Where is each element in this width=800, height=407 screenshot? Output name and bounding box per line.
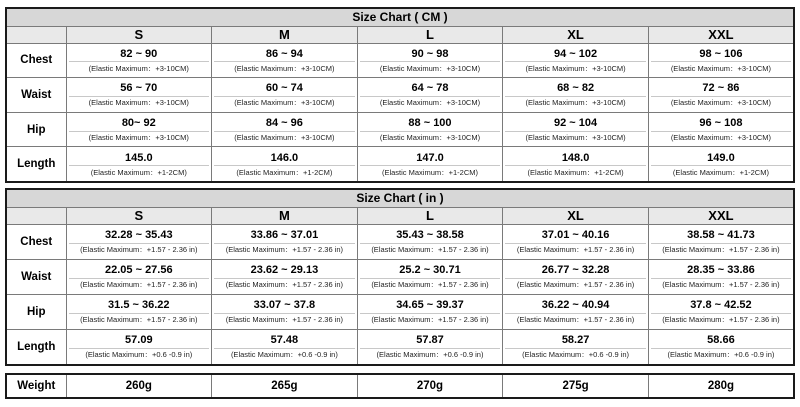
size-l-header: L (357, 207, 503, 224)
row-label-hip: Hip (6, 112, 66, 147)
size-l-header: L (357, 26, 503, 43)
table-cell: 25.2 ~ 30.71 (Elastic Maximum：+1.57 - 2.36 in) (357, 259, 503, 294)
cm-chart-title: Size Chart ( CM ) (6, 8, 794, 26)
row-label-length: Length (6, 147, 66, 182)
size-s-header: S (66, 26, 212, 43)
table-cell: 23.62 ~ 29.13 (Elastic Maximum：+1.57 - 2.36 in) (212, 259, 358, 294)
size-xl-header: XL (503, 207, 649, 224)
table-cell: 33.07 ~ 37.8 (Elastic Maximum：+1.57 - 2.36 in) (212, 294, 358, 329)
table-cell: 22.05 ~ 27.56 (Elastic Maximum：+1.57 - 2.36 in) (66, 259, 212, 294)
row-label-length: Length (6, 329, 66, 365)
table-cell: 64 ~ 78 (Elastic Maximum：+3-10CM) (357, 78, 503, 113)
table-cell: 90 ~ 98 (Elastic Maximum：+3-10CM) (357, 43, 503, 78)
table-cell: 31.5 ~ 36.22 (Elastic Maximum：+1.57 - 2.36 in) (66, 294, 212, 329)
inch-size-header-row (6, 207, 794, 224)
table-cell: 37.8 ~ 42.52 (Elastic Maximum：+1.57 - 2.36 in) (648, 294, 794, 329)
inch-hip-row (6, 294, 794, 329)
table-cell: 86 ~ 94 (Elastic Maximum：+3-10CM) (212, 43, 358, 78)
cm-hip-row (6, 112, 794, 147)
size-chart-cm (5, 7, 795, 183)
table-cell: 68 ~ 82 (Elastic Maximum：+3-10CM) (503, 78, 649, 113)
size-xxl-header: XXL (648, 26, 794, 43)
inch-chest-row (6, 224, 794, 259)
table-cell: 56 ~ 70 (Elastic Maximum：+3-10CM) (66, 78, 212, 113)
table-cell: 148.0 (Elastic Maximum：+1-2CM) (503, 147, 649, 182)
table-cell: 37.01 ~ 40.16 (Elastic Maximum：+1.57 - 2.36 in) (503, 224, 649, 259)
table-cell: 32.28 ~ 35.43 (Elastic Maximum：+1.57 - 2.36 in) (66, 224, 212, 259)
cm-waist-row (6, 78, 794, 113)
row-label-hip: Hip (6, 294, 66, 329)
table-cell: 38.58 ~ 41.73 (Elastic Maximum：+1.57 - 2.36 in) (648, 224, 794, 259)
table-cell: 57.09 (Elastic Maximum：+0.6 -0.9 in) (66, 329, 212, 365)
inch-length-row (6, 329, 794, 365)
table-cell: 26.77 ~ 32.28 (Elastic Maximum：+1.57 - 2.36 in) (503, 259, 649, 294)
table-cell: 34.65 ~ 39.37 (Elastic Maximum：+1.57 - 2.36 in) (357, 294, 503, 329)
row-label-waist: Waist (6, 78, 66, 113)
table-cell: 72 ~ 86 (Elastic Maximum：+3-10CM) (648, 78, 794, 113)
table-cell: 92 ~ 104 (Elastic Maximum：+3-10CM) (503, 112, 649, 147)
table-cell: 57.87 (Elastic Maximum：+0.6 -0.9 in) (357, 329, 503, 365)
weight-row (6, 374, 794, 398)
table-cell: 28.35 ~ 33.86 (Elastic Maximum：+1.57 - 2.36 in) (648, 259, 794, 294)
header-corner (6, 207, 66, 224)
row-label-chest: Chest (6, 43, 66, 78)
table-cell: 98 ~ 106 (Elastic Maximum：+3-10CM) (648, 43, 794, 78)
inch-chart-title: Size Chart ( in ) (6, 189, 794, 207)
size-m-header: M (212, 26, 358, 43)
table-cell: 88 ~ 100 (Elastic Maximum：+3-10CM) (357, 112, 503, 147)
table-cell: 84 ~ 96 (Elastic Maximum：+3-10CM) (212, 112, 358, 147)
table-cell: 96 ~ 108 (Elastic Maximum：+3-10CM) (648, 112, 794, 147)
weight-value-l: 270g (357, 374, 503, 398)
table-cell: 94 ~ 102 (Elastic Maximum：+3-10CM) (503, 43, 649, 78)
table-cell: 149.0 (Elastic Maximum：+1-2CM) (648, 147, 794, 182)
size-m-header: M (212, 207, 358, 224)
row-label-chest: Chest (6, 224, 66, 259)
cm-size-header-row (6, 26, 794, 43)
row-label-weight: Weight (6, 374, 66, 398)
table-cell: 147.0 (Elastic Maximum：+1-2CM) (357, 147, 503, 182)
table-cell: 35.43 ~ 38.58 (Elastic Maximum：+1.57 - 2.36 in) (357, 224, 503, 259)
weight-value-m: 265g (212, 374, 358, 398)
weight-value-s: 260g (66, 374, 212, 398)
table-cell: 60 ~ 74 (Elastic Maximum：+3-10CM) (212, 78, 358, 113)
weight-value-xxl: 280g (648, 374, 794, 398)
header-corner (6, 26, 66, 43)
size-s-header: S (66, 207, 212, 224)
cm-length-row (6, 147, 794, 182)
table-cell: 82 ~ 90 (Elastic Maximum：+3-10CM) (66, 43, 212, 78)
cm-chest-row (6, 43, 794, 78)
size-chart-inch (5, 188, 795, 366)
size-xxl-header: XXL (648, 207, 794, 224)
table-cell: 58.27 (Elastic Maximum：+0.6 -0.9 in) (503, 329, 649, 365)
table-cell: 57.48 (Elastic Maximum：+0.6 -0.9 in) (212, 329, 358, 365)
row-label-waist: Waist (6, 259, 66, 294)
table-cell: 146.0 (Elastic Maximum：+1-2CM) (212, 147, 358, 182)
table-cell: 58.66 (Elastic Maximum：+0.6 -0.9 in) (648, 329, 794, 365)
size-xl-header: XL (503, 26, 649, 43)
weight-value-xl: 275g (503, 374, 649, 398)
table-cell: 145.0 (Elastic Maximum：+1-2CM) (66, 147, 212, 182)
table-cell: 80~ 92 (Elastic Maximum：+3-10CM) (66, 112, 212, 147)
inch-waist-row (6, 259, 794, 294)
weight-table (5, 373, 795, 399)
table-cell: 36.22 ~ 40.94 (Elastic Maximum：+1.57 - 2.36 in) (503, 294, 649, 329)
table-cell: 33.86 ~ 37.01 (Elastic Maximum：+1.57 - 2.36 in) (212, 224, 358, 259)
